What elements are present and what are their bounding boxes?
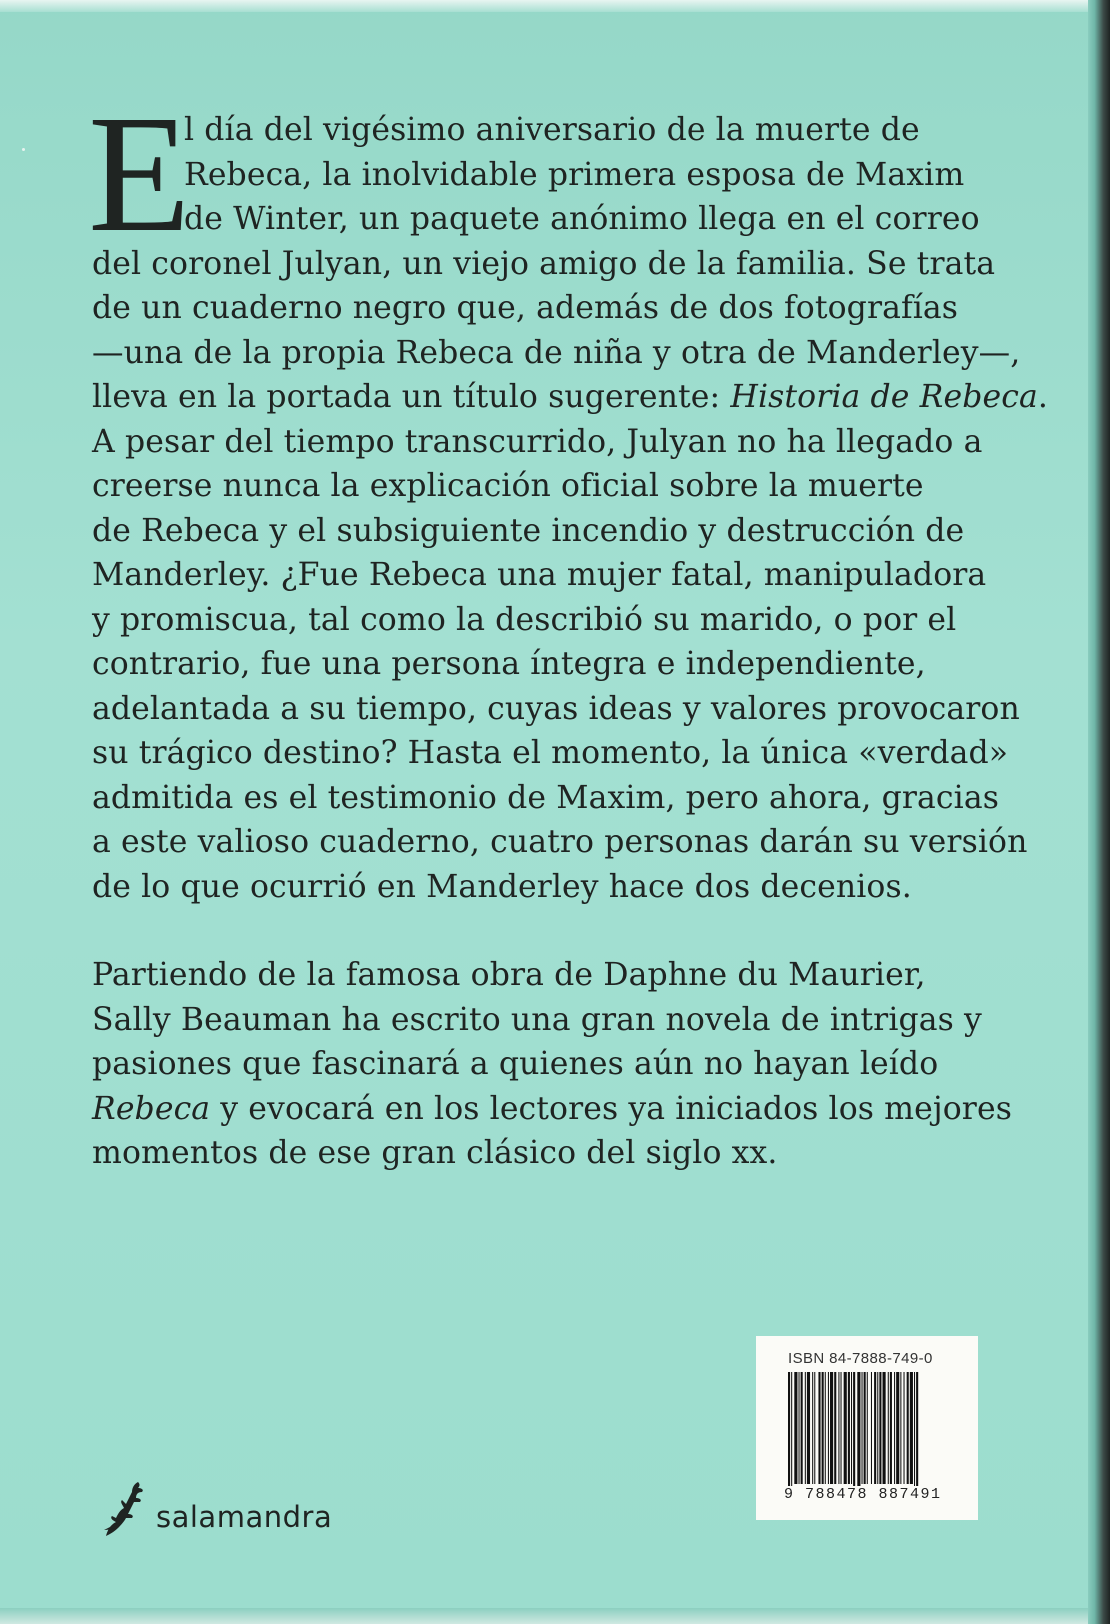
blurb-line: admitida es el testimonio de Maxim, pero ahora, gracias bbox=[92, 779, 999, 816]
blurb-line: —una de la propia Rebeca de niña y otra de Manderley—, bbox=[92, 334, 1021, 371]
barcode-bar bbox=[916, 1372, 918, 1494]
blurb-line: contrario, fue una persona íntegra e independiente, bbox=[92, 646, 926, 682]
barcode-bar bbox=[883, 1372, 886, 1484]
blurb-text bbox=[92, 108, 1048, 1176]
barcode-bar bbox=[814, 1372, 815, 1484]
blurb-paragraph-1 bbox=[92, 108, 1048, 909]
barcode-bar bbox=[788, 1372, 790, 1494]
barcode-bar bbox=[848, 1372, 850, 1484]
blurb-line-with-title bbox=[92, 1087, 1012, 1132]
barcode-bar bbox=[801, 1372, 803, 1484]
blurb-line: a este valioso cuaderno, cuatro personas darán su versión bbox=[92, 824, 1028, 860]
barcode-bar bbox=[838, 1372, 839, 1484]
barcode-bar bbox=[799, 1372, 800, 1484]
blurb-line: Sally Beauman ha escrito una gran novela de intrigas y bbox=[92, 1001, 982, 1038]
barcode-bar bbox=[907, 1372, 909, 1484]
blurb-line: momentos de ese gran clásico del siglo xx. bbox=[92, 1135, 778, 1171]
barcode-bar bbox=[805, 1372, 806, 1484]
barcode-bar bbox=[914, 1372, 915, 1494]
barcode-bar bbox=[794, 1372, 797, 1484]
blurb-line: su trágico destino? Hasta el momento, la única «verdad» bbox=[92, 735, 1009, 771]
barcode-bar bbox=[791, 1372, 792, 1494]
blurb-line: adelantada a su tiempo, cuyas ideas y valores provocaron bbox=[92, 690, 1020, 727]
barcode-bar bbox=[841, 1372, 842, 1484]
publisher-logo bbox=[98, 1478, 332, 1540]
blurb-line: creerse nunca la explicación oficial sobre la muerte bbox=[92, 468, 924, 504]
cover-spine-edge bbox=[1088, 0, 1110, 1624]
blurb-line: del coronel Julyan, un viejo amigo de la familia. Se trata bbox=[92, 245, 996, 282]
barcode-label bbox=[756, 1336, 978, 1520]
blurb-line: de un cuaderno negro que, además de dos fotografías bbox=[92, 290, 959, 326]
barcode-bar bbox=[825, 1372, 826, 1484]
barcode-bar bbox=[896, 1372, 899, 1484]
blurb-line-text: y evocará en los lectores ya iniciados los mejores bbox=[210, 1090, 1012, 1127]
blurb-line: l día del vigésimo aniversario de la muerte de bbox=[184, 112, 920, 148]
barcode-bar bbox=[851, 1372, 852, 1484]
blurb-line: de Winter, un paquete anónimo llega en el correo bbox=[184, 201, 980, 237]
barcode-bar bbox=[807, 1372, 810, 1484]
barcode-bar bbox=[857, 1372, 860, 1494]
barcode-bar bbox=[812, 1372, 813, 1484]
blurb-line-with-title bbox=[92, 375, 1048, 420]
barcode-bar bbox=[864, 1372, 866, 1484]
blurb-paragraph-2 bbox=[92, 953, 1012, 1176]
salamander-icon bbox=[98, 1478, 154, 1540]
blurb-line: de Rebeca y el subsiguiente incendio y destrucción de bbox=[92, 512, 965, 549]
barcode-bar bbox=[867, 1372, 868, 1484]
drop-cap: E bbox=[88, 81, 191, 267]
blurb-line-text: lleva en la portada un título sugerente: bbox=[92, 379, 731, 415]
barcode-bar bbox=[874, 1372, 876, 1484]
barcode-bar bbox=[888, 1372, 889, 1484]
barcode-bar bbox=[890, 1372, 892, 1484]
barcode-bar bbox=[879, 1372, 881, 1484]
barcode-bar bbox=[834, 1372, 836, 1484]
isbn-text: ISBN 84-7888-749-0 bbox=[788, 1350, 933, 1367]
barcode-bar bbox=[853, 1372, 855, 1494]
barcode-bar bbox=[844, 1372, 847, 1484]
barcode-bar bbox=[910, 1372, 913, 1484]
cover-speck bbox=[22, 148, 25, 151]
blurb-line: pasiones que fascinará a quienes aún no hayan leído bbox=[92, 1046, 939, 1082]
barcode-bar bbox=[900, 1372, 901, 1484]
barcode-bar bbox=[877, 1372, 878, 1484]
barcode-bar bbox=[818, 1372, 820, 1484]
blurb-line: de lo que ocurrió en Manderley hace dos decenios. bbox=[92, 868, 912, 905]
rebeca-italic: Rebeca bbox=[92, 1090, 211, 1127]
barcode-bar bbox=[830, 1372, 833, 1484]
blurb-line: A pesar del tiempo transcurrido, Julyan no ha llegado a bbox=[92, 423, 983, 460]
blurb-line: Manderley. ¿Fue Rebeca una mujer fatal, manipuladora bbox=[92, 557, 987, 593]
publisher-name: salamandra bbox=[156, 1500, 333, 1534]
book-title-italic: Historia de Rebeca bbox=[730, 379, 1038, 415]
title-period: . bbox=[1037, 379, 1048, 415]
blurb-line: Partiendo de la famosa obra de Daphne du Maurier, bbox=[92, 957, 926, 993]
cover-top-edge bbox=[0, 0, 1110, 12]
barcode-bar bbox=[862, 1372, 863, 1484]
barcode-bar bbox=[871, 1372, 872, 1484]
barcode-bar bbox=[894, 1372, 895, 1484]
ean-number: 9 788478 887491 bbox=[784, 1486, 942, 1503]
barcode-bar bbox=[828, 1372, 829, 1484]
barcode-bar bbox=[822, 1372, 824, 1484]
blurb-line: y promiscua, tal como la describió su marido, o por el bbox=[92, 601, 957, 638]
barcode-icon bbox=[786, 1372, 950, 1494]
barcode-bar bbox=[904, 1372, 905, 1484]
cover-bottom-edge bbox=[0, 1608, 1110, 1624]
blurb-line: Rebeca, la inolvidable primera esposa de Maxim bbox=[184, 156, 965, 193]
